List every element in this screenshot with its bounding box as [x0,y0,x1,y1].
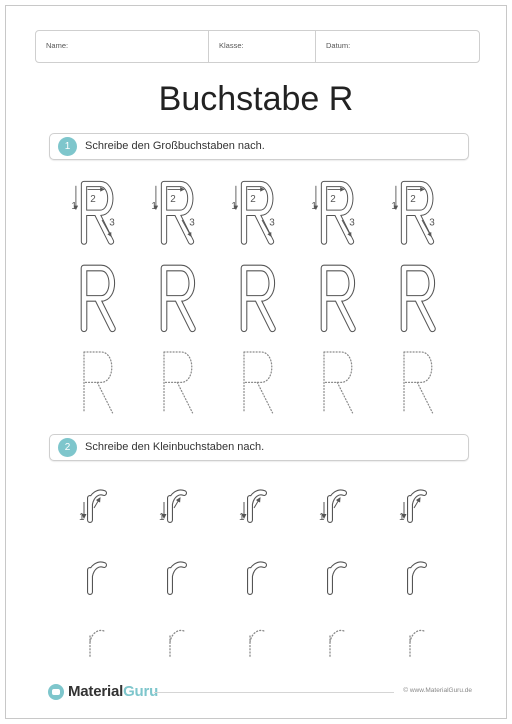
uppercase-r-outline-1 [84,268,113,329]
lowercase-r-guided-1 [79,492,104,523]
lowercase-r-outline-4 [330,564,344,592]
footer-divider [154,692,394,693]
uppercase-r-outline-2 [164,268,193,329]
stroke-number-3: 3 [269,217,275,229]
uppercase-r-guided-3 [231,184,275,242]
uppercase-r-dotted-2 [164,352,193,413]
lowercase-r-guided-4 [319,492,344,523]
uppercase-r-dotted-1 [84,352,113,413]
materialguru-logo [48,683,158,700]
stroke-number-1: 1 [239,512,245,523]
lowercase-r-dotted-1 [90,630,104,658]
worksheet-page [5,5,507,719]
uppercase-r-guided-1 [71,184,115,242]
lowercase-r-outline-3 [250,564,264,592]
task-1-instruction: Schreibe den Großbuchstaben nach. [85,140,265,152]
stroke-number-1: 1 [79,512,85,523]
uppercase-r-outline-5 [404,268,433,329]
lowercase-r-guided-3 [239,492,264,523]
name-label: Name: [46,41,69,50]
task-2-instruction: Schreibe den Kleinbuchstaben nach. [85,441,265,453]
lowercase-r-guided-5 [399,492,424,523]
uppercase-r-dotted-5 [404,352,433,413]
lowercase-r-dotted-5 [410,630,424,658]
stroke-number-3: 3 [429,217,435,229]
uppercase-r-guided-4 [311,184,355,242]
stroke-number-1: 1 [399,512,405,523]
stroke-number-2: 2 [170,194,176,205]
stroke-number-1: 1 [391,201,397,213]
guru-face-icon [48,684,64,700]
lowercase-r-dotted-3 [250,630,264,658]
task-2-number-badge: 2 [58,438,77,457]
stroke-number-1: 1 [71,201,77,213]
stroke-number-3: 3 [109,217,115,229]
uppercase-r-guided-5 [391,184,435,242]
logo-text-guru: Guru [123,683,159,700]
lowercase-r-dotted-2 [170,630,184,658]
stroke-number-1: 1 [159,512,165,523]
logo-text-material: Material [68,683,124,700]
class-label: Klasse: [219,41,244,50]
stroke-number-2: 2 [250,194,256,205]
stroke-number-3: 3 [189,217,195,229]
uppercase-r-guided-2 [151,184,195,242]
lowercase-r-guided-2 [159,492,184,523]
page-title: Buchstabe R [158,80,354,118]
letter-practice-area [6,6,506,718]
stroke-number-2: 2 [410,194,416,205]
stroke-number-1: 1 [231,201,237,213]
lowercase-r-outline-5 [410,564,424,592]
date-label: Datum: [326,41,351,50]
uppercase-r-dotted-4 [324,352,353,413]
stroke-number-1: 1 [151,201,157,213]
stroke-number-2: 2 [90,194,96,205]
stroke-number-1: 1 [319,512,325,523]
stroke-number-3: 3 [349,217,355,229]
task-1-number-badge: 1 [58,137,77,156]
uppercase-r-outline-3 [244,268,273,329]
uppercase-r-dotted-3 [244,352,273,413]
uppercase-r-outline-4 [324,268,353,329]
lowercase-r-outline-1 [90,564,104,592]
copyright-text: © www.MaterialGuru.de [403,687,472,694]
stroke-number-2: 2 [330,194,336,205]
lowercase-r-outline-2 [170,564,184,592]
stroke-number-1: 1 [311,201,317,213]
lowercase-r-dotted-4 [330,630,344,658]
